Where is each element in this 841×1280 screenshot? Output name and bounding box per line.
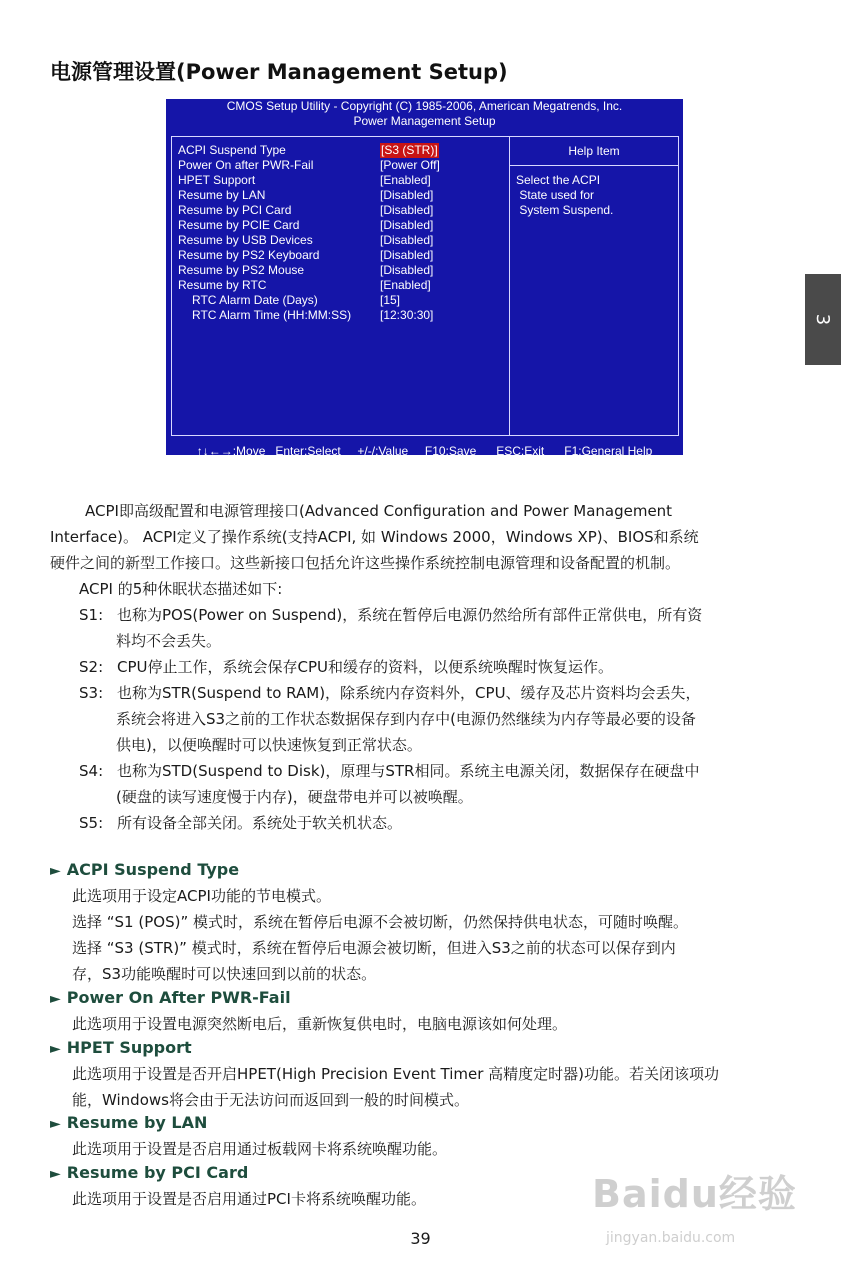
watermark-logo: Baidu经验 <box>592 1172 797 1216</box>
option-title: ACPI Suspend Type <box>66 860 240 879</box>
bios-item-label: HPET Support <box>178 173 256 187</box>
bios-item-value[interactable]: [Disabled] <box>380 218 434 232</box>
bios-screenshot <box>166 99 683 473</box>
bios-item-resume-by-pci-card[interactable] <box>178 203 468 218</box>
triangle-bullet-icon: ► <box>50 1166 61 1182</box>
state-tag: S3: <box>79 684 104 702</box>
bios-help-title: Help Item <box>510 137 678 166</box>
option-text: 此选项用于设置是否启用通过板载网卡将系统唤醒功能。 <box>72 1140 448 1158</box>
state-tag: S2: <box>79 658 104 676</box>
states-intro: ACPI 的5种休眠状态描述如下: <box>79 580 283 598</box>
state-s4 <box>79 758 699 784</box>
state-text: 系统会将进入S3之前的工作状态数据保存到内存中(电源仍然继续为内存等最必要的设备 <box>116 710 696 728</box>
option-title: Power On After PWR-Fail <box>66 988 291 1007</box>
state-text: CPU停止工作，系统会保存CPU和缓存的资料，以便系统唤醒时恢复运作。 <box>117 658 613 676</box>
watermark-url: jingyan.baidu.com <box>606 1230 736 1246</box>
bios-key-legend: ↑↓←→:Move Enter:Select +/-/:Value F10:Save ESC:Exit F1:General Help <box>196 444 653 458</box>
bios-item-label: Resume by PCIE Card <box>178 218 300 232</box>
bios-footer <box>166 444 683 474</box>
option-heading-acpi-suspend-type <box>50 858 239 883</box>
bios-item-resume-by-rtc[interactable] <box>178 278 468 293</box>
bios-menu-title: Power Management Setup <box>353 114 496 128</box>
triangle-bullet-icon: ► <box>50 1041 61 1057</box>
bios-item-label: Resume by LAN <box>178 188 266 202</box>
state-s3 <box>79 680 701 706</box>
intro-line: ACPI即高级配置和电源管理接口(Advanced Configuration and Power Management <box>85 502 673 520</box>
bios-header <box>166 99 683 129</box>
bios-divider <box>509 137 510 435</box>
chapter-number: 3 <box>812 313 834 326</box>
bios-item-value[interactable]: [Disabled] <box>380 203 434 217</box>
triangle-bullet-icon: ► <box>50 863 61 879</box>
bios-item-value[interactable]: [Disabled] <box>380 248 434 262</box>
intro-line: Interface)。 ACPI定义了操作系统(支持ACPI, 如 Windows 2000，Windows XP)、BIOS和系统 <box>50 528 699 546</box>
option-title: Resume by PCI Card <box>66 1163 249 1182</box>
bios-key-legend-2: F9:Optimized Defaults <box>365 459 484 473</box>
option-text: 此选项用于设置是否启用通过PCI卡将系统唤醒功能。 <box>72 1190 426 1208</box>
bios-item-value[interactable]: [Enabled] <box>380 173 431 187</box>
help-line: Select the ACPI <box>516 173 601 187</box>
state-text: 料均不会丢失。 <box>116 632 222 650</box>
option-heading-resume-by-lan <box>50 1111 207 1136</box>
bios-item-value[interactable]: [Disabled] <box>380 233 434 247</box>
state-s1 <box>79 602 702 628</box>
state-text: 供电)，以便唤醒时可以快速恢复到正常状态。 <box>116 736 422 754</box>
bios-item-value[interactable]: [Disabled] <box>380 263 434 277</box>
option-text: 此选项用于设置电源突然断电后，重新恢复供电时，电脑电源该如何处理。 <box>72 1015 568 1033</box>
bios-item-power-on-after-pwr-fail[interactable] <box>178 158 468 173</box>
bios-item-label: Resume by PCI Card <box>178 203 292 217</box>
bios-item-label: Resume by USB Devices <box>178 233 313 247</box>
triangle-bullet-icon: ► <box>50 991 61 1007</box>
help-line: System Suspend. <box>516 203 614 217</box>
intro-paragraph <box>50 498 699 576</box>
triangle-bullet-icon: ► <box>50 1116 61 1132</box>
bios-item-label: Power On after PWR-Fail <box>178 158 314 172</box>
bios-item-resume-by-usb-devices[interactable] <box>178 233 468 248</box>
bios-item-label: Resume by PS2 Keyboard <box>178 248 320 262</box>
bios-item-label: RTC Alarm Time (HH:MM:SS) <box>192 308 352 322</box>
bios-help-text <box>516 173 613 218</box>
state-text: (硬盘的读写速度慢于内存)，硬盘带电并可以被唤醒。 <box>116 788 473 806</box>
page-title: 电源管理设置(Power Management Setup) <box>50 60 508 84</box>
chapter-tab <box>805 274 841 365</box>
bios-item-value[interactable]: [Power Off] <box>380 158 440 172</box>
bios-item-value[interactable]: [Enabled] <box>380 278 431 292</box>
option-text: 存，S3功能唤醒时可以快速回到以前的状态。 <box>72 965 377 983</box>
bios-item-resume-by-lan[interactable] <box>178 188 468 203</box>
option-title: Resume by LAN <box>66 1113 208 1132</box>
option-text: 此选项用于设定ACPI功能的节电模式。 <box>72 887 331 905</box>
bios-item-resume-by-pcie-card[interactable] <box>178 218 468 233</box>
state-text: 也称为POS(Power on Suspend)，系统在暂停后电源仍然给所有部件正常供电，所有资 <box>117 606 703 624</box>
bios-copyright: CMOS Setup Utility - Copyright (C) 1985-2006, American Megatrends, Inc. <box>226 99 623 113</box>
state-s5 <box>79 810 402 836</box>
option-text: 选择 “S1 (POS)” 模式时，系统在暂停后电源不会被切断，仍然保持供电状态，可随时唤醒。 <box>72 913 688 931</box>
bios-item-label: Resume by RTC <box>178 278 267 292</box>
option-heading-hpet-support <box>50 1036 192 1061</box>
state-text: 所有设备全部关闭。系统处于软关机状态。 <box>117 814 403 832</box>
option-heading-power-on-after-pwr-fail <box>50 986 291 1011</box>
bios-item-value[interactable]: [Disabled] <box>380 188 434 202</box>
bios-item-acpi-suspend-type[interactable] <box>178 143 468 158</box>
bios-item-hpet-support[interactable] <box>178 173 468 188</box>
state-text: 也称为STD(Suspend to Disk)，原理与STR相同。系统主电源关闭，数据保存在硬盘中 <box>117 762 700 780</box>
bios-item-label: ACPI Suspend Type <box>178 143 286 157</box>
bios-item-label: RTC Alarm Date (Days) <box>192 293 318 307</box>
page-number: 39 <box>410 1229 431 1248</box>
state-text: 也称为STR(Suspend to RAM)，除系统内存资料外，CPU、缓存及芯片资料均会丢失， <box>117 684 701 702</box>
bios-item-value-selected[interactable]: [S3 (STR)] <box>381 143 438 157</box>
intro-line: 硬件之间的新型工作接口。这些新接口包括允许这些操作系统控制电源管理和设备配置的机制。 <box>50 554 681 572</box>
bios-frame <box>171 136 679 436</box>
bios-item-rtc-alarm-date[interactable] <box>178 293 468 308</box>
state-tag: S4: <box>79 762 104 780</box>
state-tag: S1: <box>79 606 104 624</box>
option-heading-resume-by-pci-card <box>50 1161 248 1186</box>
baidu-watermark <box>592 1155 797 1265</box>
bios-item-value[interactable]: [15] <box>380 293 401 307</box>
option-title: HPET Support <box>66 1038 192 1057</box>
bios-item-label: Resume by PS2 Mouse <box>178 263 305 277</box>
bios-item-resume-by-ps2-mouse[interactable] <box>178 263 468 278</box>
state-s2 <box>79 654 613 680</box>
option-text: 选择 “S3 (STR)” 模式时，系统在暂停后电源会被切断，但进入S3之前的状态可以保存到内 <box>72 939 676 957</box>
bios-item-resume-by-ps2-keyboard[interactable] <box>178 248 468 263</box>
bios-item-value[interactable]: [12:30:30] <box>380 308 434 322</box>
state-tag: S5: <box>79 814 104 832</box>
help-line: State used for <box>516 188 595 202</box>
bios-item-rtc-alarm-time[interactable] <box>178 308 468 323</box>
option-text: 能，Windows将会由于无法访问而返回到一般的时间模式。 <box>72 1091 469 1109</box>
option-text: 此选项用于设置是否开启HPET(High Precision Event Timer 高精度定时器)功能。若关闭该项功 <box>72 1065 719 1083</box>
